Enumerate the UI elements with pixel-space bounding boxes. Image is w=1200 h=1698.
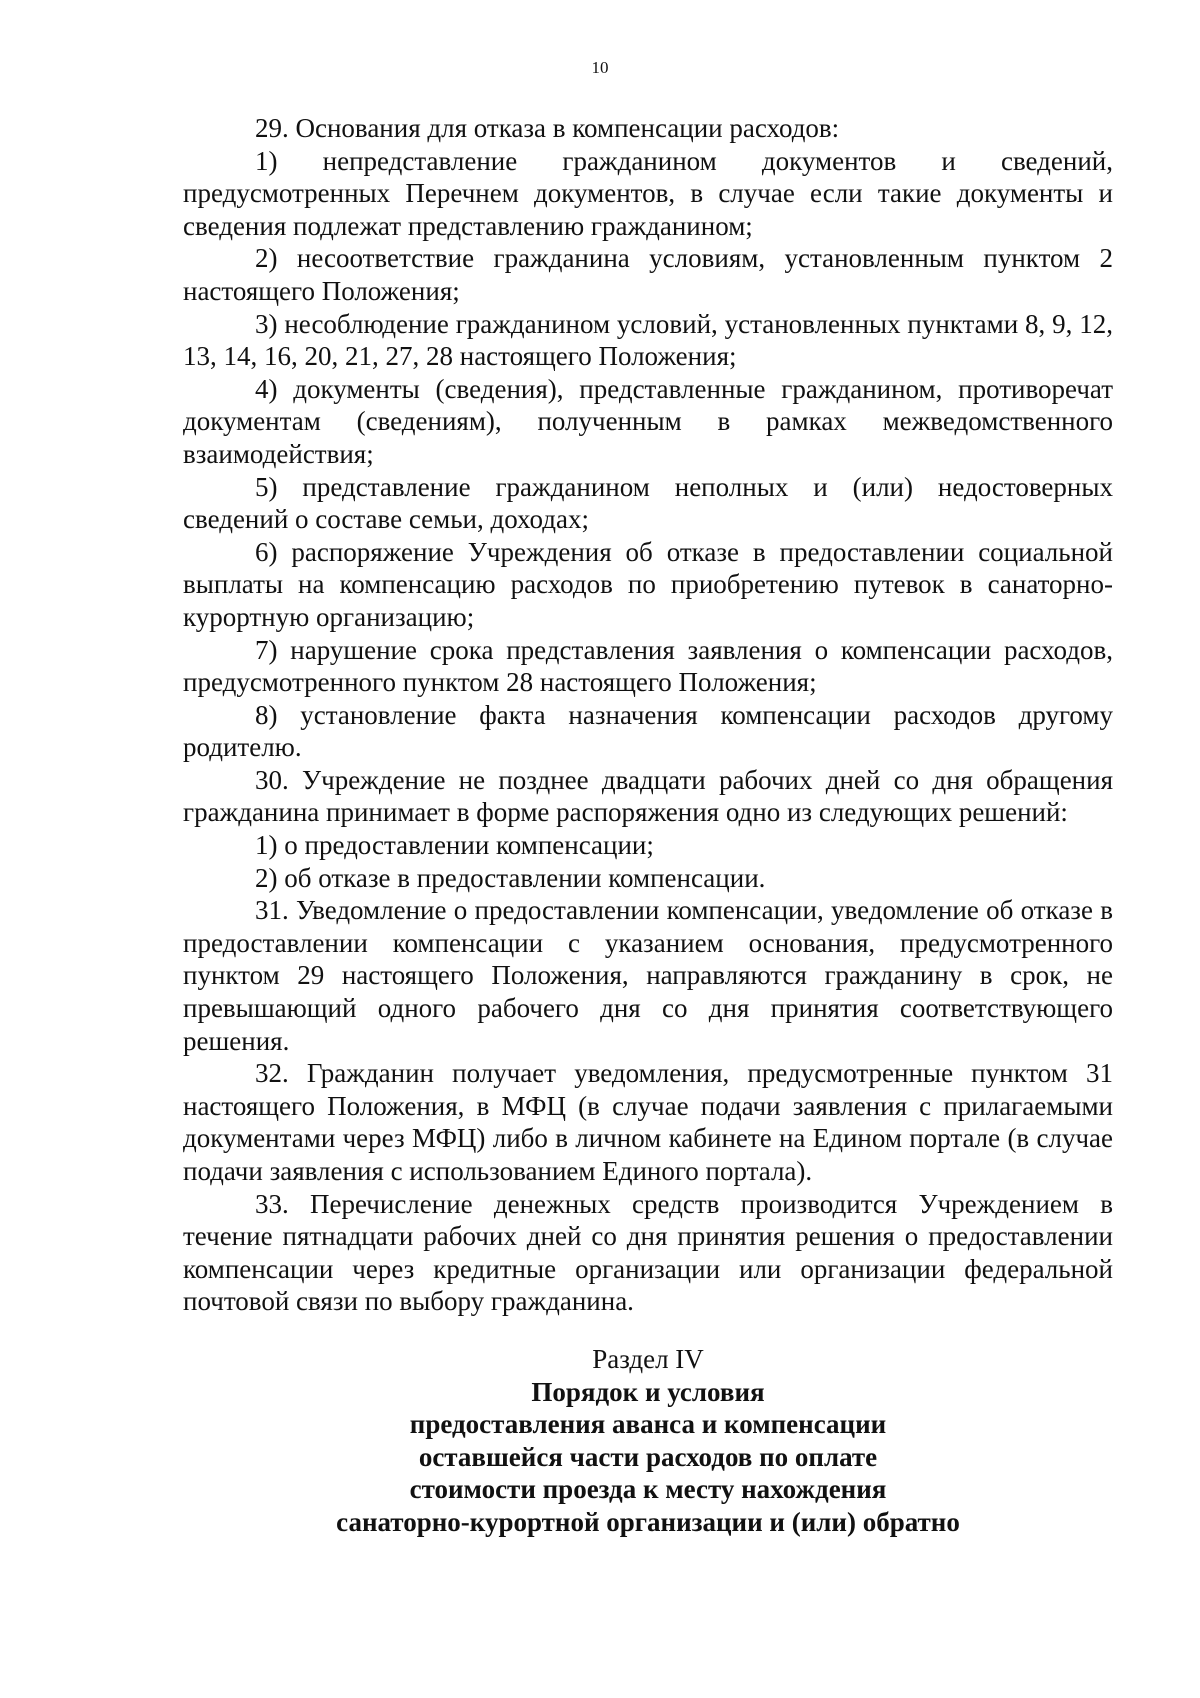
page-number: 10 [591,58,609,77]
section-title-line-1: Порядок и условия [531,1376,765,1407]
paragraph-29-heading: 29. Основания для отказа в компенсации расходов: [255,113,840,143]
paragraph-29-item-5: 5) представление гражданином неполных и (или) недостоверных сведений о составе семьи, доходах; [183,471,1113,535]
paragraph-29-item-3: 3) несоблюдение гражданином условий, установленных пунктами 8, 9, 12, 13, 14, 16, 20, 21, 27, 28 настоящего Положения; [183,308,1113,372]
section-title-line-2: предоставления аванса и компенсации [409,1409,887,1440]
document-body [183,112,1113,1318]
section-title-line-3: оставшейся части расходов по оплате [418,1441,878,1472]
paragraph-32: 32. Гражданин получает уведомления, предусмотренные пунктом 31 настоящего Положения, в МФЦ (в случае подачи заявления с прилагаемыми документами через МФЦ) либо в личном кабинете на Едином портале (в случае подачи заявления с использованием Единого портала). [183,1058,1113,1186]
section-heading [183,1343,1113,1539]
paragraph-29-item-4: 4) документы (сведения), представленные гражданином, противоречат документам (сведениям), полученным в рамках межведомственного взаимодействия; [183,373,1113,469]
paragraph-29-item-8: 8) установление факта назначения компенсации расходов другому родителю. [183,699,1113,763]
section-number: Раздел IV [592,1344,704,1374]
paragraph-30-item-2: 2) об отказе в предоставлении компенсации. [255,862,766,893]
paragraph-30: 30. Учреждение не позднее двадцати рабочих дней со дня обращения гражданина принимает в форме распоряжения одно из следующих решений: [183,764,1113,828]
paragraph-29-item-7: 7) нарушение срока представления заявления о компенсации расходов, предусмотренного пунктом 28 настоящего Положения; [183,634,1113,698]
paragraph-33: 33. Перечисление денежных средств производится Учреждением в течение пятнадцати рабочих дней со дня принятия решения о предоставлении компенсации через кредитные организации или организации федеральной почтовой связи по выбору гражданина. [183,1188,1113,1317]
paragraph-30-item-1: 1) о предоставлении компенсации; [255,830,654,861]
section-title-line-4: стоимости проезда к месту нахождения [409,1474,887,1505]
paragraph-29-item-6: 6) распоряжение Учреждения об отказе в предоставлении социальной выплаты на компенсацию расходов по приобретению путевок в санаторно-курортную организацию; [183,536,1113,632]
paragraph-29-item-2: 2) несоответствие гражданина условиям, установленным пунктом 2 настоящего Положения; [183,243,1113,306]
paragraph-29-item-1: 1) непредставление гражданином документов и сведений, предусмотренных Перечнем документов, в случае если такие документы и сведения подлежат представлению гражданином; [183,145,1113,241]
section-title-line-5: санаторно-курортной организации и (или) обратно [336,1506,960,1537]
paragraph-31: 31. Уведомление о предоставлении компенсации, уведомление об отказе в предоставлении компенсации с указанием основания, предусмотренного пунктом 29 настоящего Положения, направляются гражданину в срок, не превышающий одного рабочего дня со дня принятия соответствующего решения. [183,895,1113,1056]
